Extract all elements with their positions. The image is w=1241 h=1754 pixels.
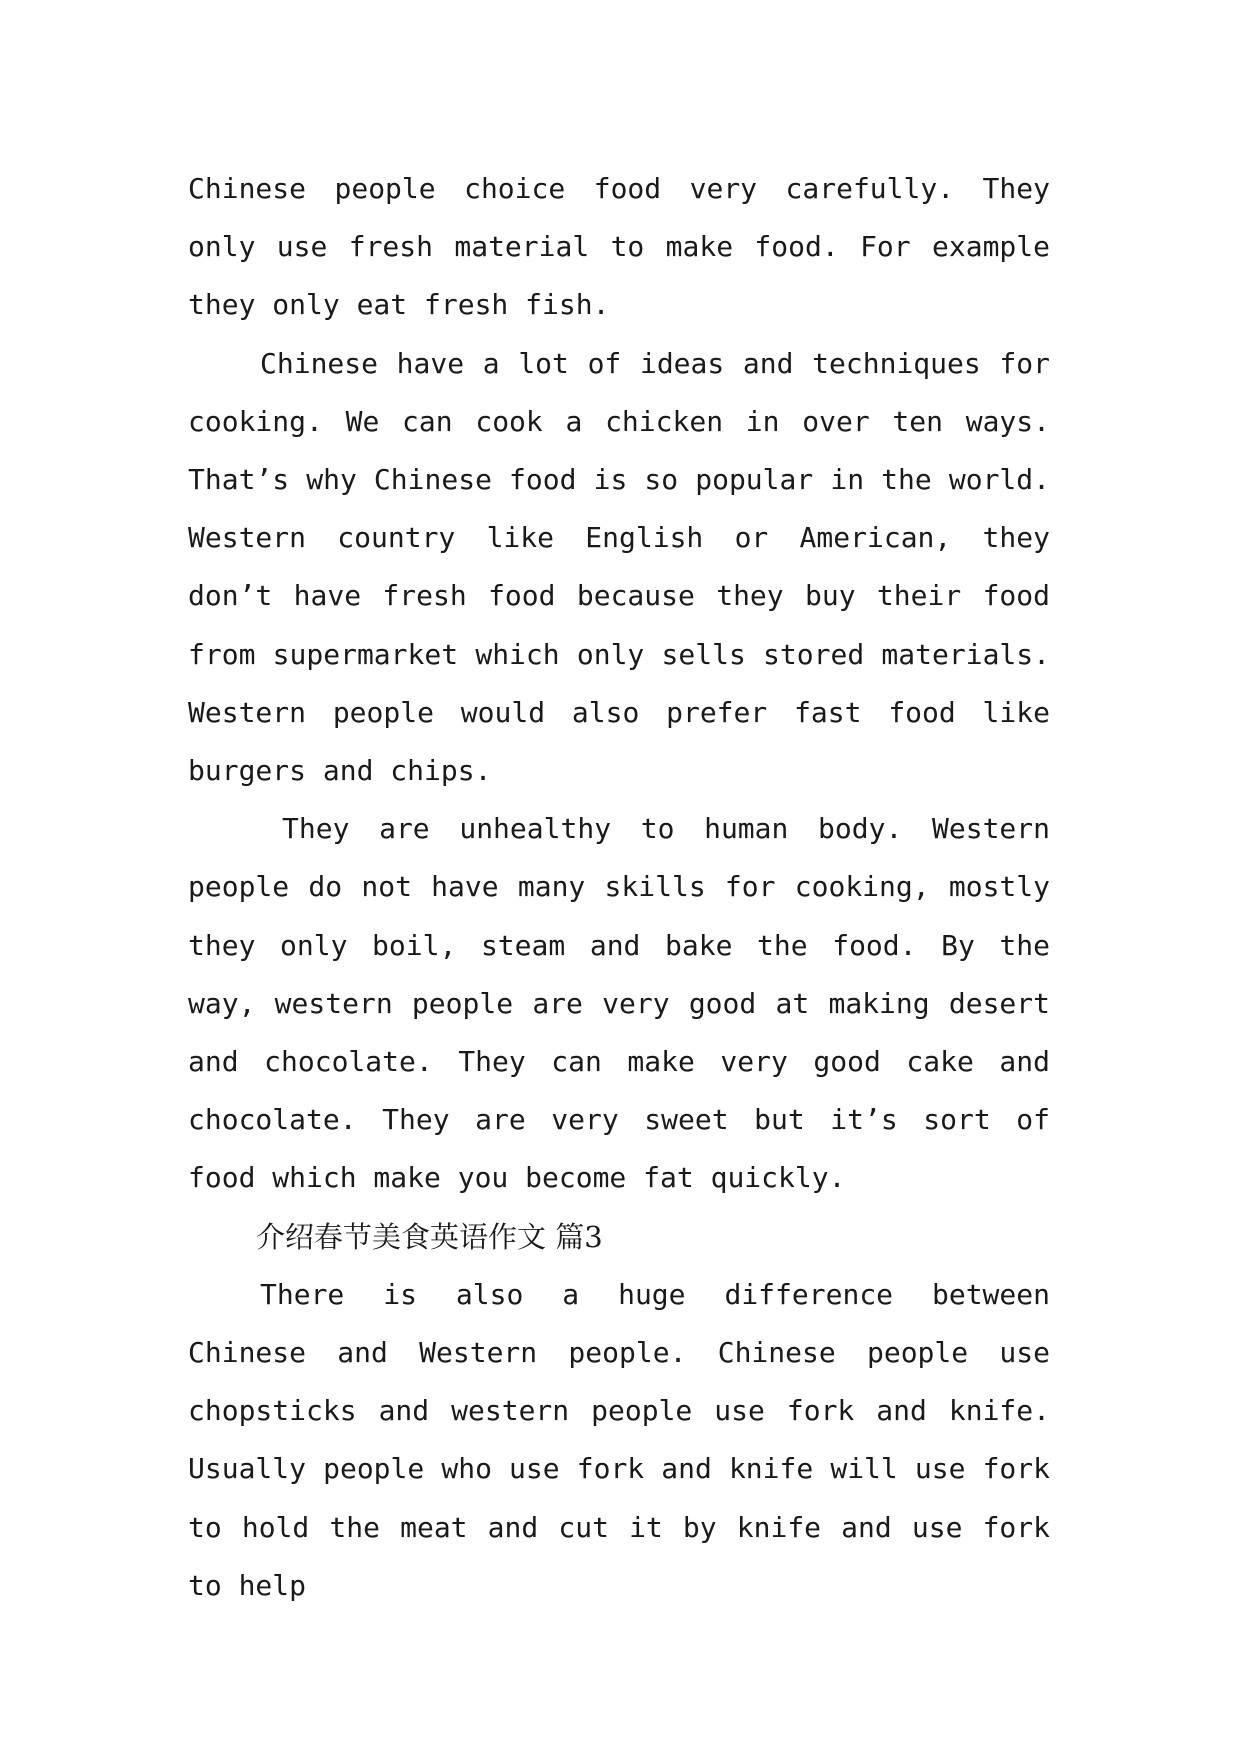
paragraph-4: There is also a huge difference between Chinese and Western people. Chinese people use chopsticks and western people use fork and knife. Usually people who use fork and knife will use fork to hold the meat and cut it by knife and use fork to help	[188, 1277, 1050, 1602]
section-heading: 介绍春节美食英语作文 篇3	[256, 1219, 603, 1254]
document-body	[188, 160, 1050, 1615]
paragraph-1: Chinese people choice food very carefully. They only use fresh material to make food. For example they only eat fresh fish.	[188, 172, 1050, 322]
paragraph-2: Chinese have a lot of ideas and techniques for cooking. We can cook a chicken in over ten ways. That’s why Chinese food is so popular in the world. Western country like English or American, they don’t have fresh food because they buy their food from supermarket which only sells stored materials. Western people would also prefer fast food like burgers and chips.	[188, 346, 1050, 788]
paragraph-3: They are unhealthy to human body. Western people do not have many skills for cooking, mostly they only boil, steam and bake the food. By the way, western people are very good at making desert and chocolate. They can make very good cake and chocolate. They are very sweet but it’s sort of food which make you become fat quickly.	[188, 812, 1050, 1195]
